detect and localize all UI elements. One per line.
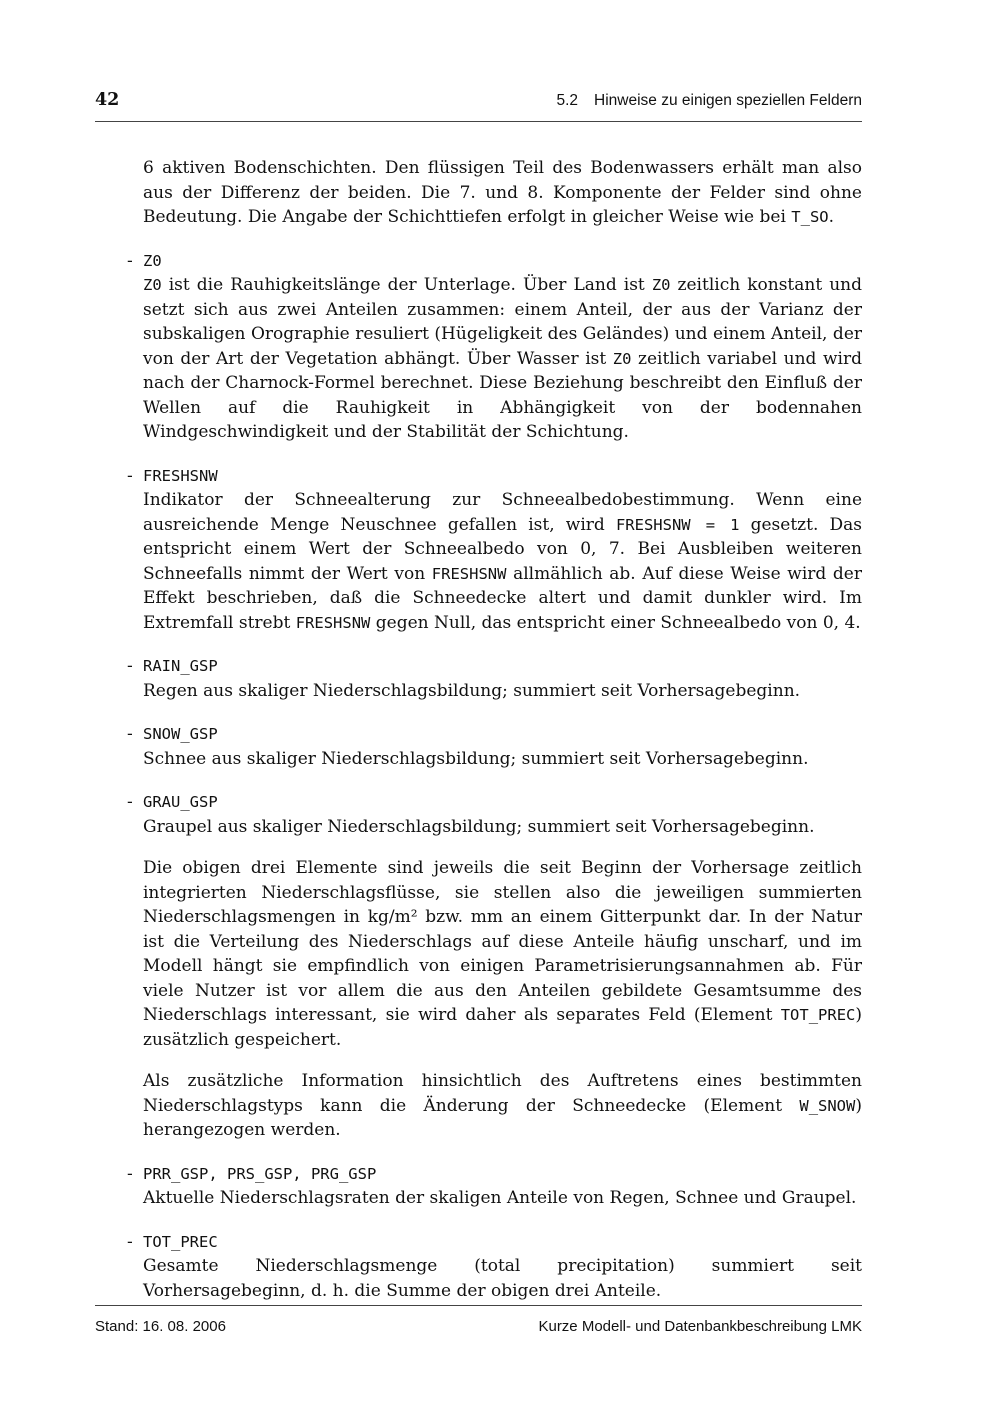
item-body: [143, 747, 862, 772]
item-paragraph: Graupel aus skaliger Niederschlagsbildung; summiert seit Vorhersagebeginn.: [143, 816, 815, 837]
page-number: 42: [95, 90, 120, 110]
item-term-row: [127, 464, 862, 489]
item-marker: -: [127, 1231, 133, 1252]
item-marker: -: [127, 724, 133, 744]
inline-code: FRESHSNW = 1: [615, 515, 740, 534]
inline-code: FRESHSNW: [431, 564, 507, 583]
definition-item: [95, 722, 862, 771]
inline-code: TOT_PREC: [780, 1006, 856, 1024]
item-marker: -: [127, 1163, 133, 1184]
inline-code: T_SO: [791, 208, 829, 226]
definition-list: [95, 249, 862, 1304]
section-title: Hinweise zu einigen speziellen Feldern: [594, 92, 862, 109]
item-term-row: [127, 790, 862, 815]
definition-item: [95, 790, 862, 1143]
definition-item: [95, 1162, 862, 1211]
footer-document-title: Kurze Modell- und Datenbankbeschreibung LMK: [538, 1318, 862, 1335]
item-paragraph: Aktuelle Niederschlagsraten der skaligen Anteile von Regen, Schnee und Graupel.: [143, 1188, 857, 1208]
intro-paragraph: 6 aktiven Bodenschichten. Den flüssigen Teil des Bodenwassers erhält man also aus der Differenz der beiden. Die 7. und 8. Komponente der Felder sind ohne Bedeutung. Die Angabe der Schichttiefen erfolgt in gleicher Weise wie bei T_SO.: [143, 158, 862, 227]
item-term: PRR_GSP, PRS_GSP, PRG_GSP: [143, 1164, 377, 1183]
item-marker: -: [127, 250, 133, 271]
item-term-row: [127, 249, 862, 274]
definition-item: [95, 464, 862, 636]
footer-date: Stand: 16. 08. 2006: [95, 1318, 226, 1335]
inline-code: Z0: [651, 276, 671, 294]
item-term: GRAU_GSP: [143, 793, 218, 811]
item-term: FRESHSNW: [143, 466, 218, 485]
item-marker: -: [127, 656, 133, 676]
definition-item: [95, 1230, 862, 1304]
item-body: [143, 815, 862, 1143]
item-body: [143, 273, 862, 445]
item-term-row: [127, 1230, 862, 1255]
inline-code: Z0: [612, 349, 632, 368]
item-paragraph: Die obigen drei Elemente sind jeweils die seit Beginn der Vorhersage zeitlich integrierten Niederschlagsflüsse, sie stellen also die jeweiligen summierten Niederschlagsmengen in kg/m² bzw. mm an einem Gitterpunkt dar. In der Natur ist die Verteilung des Niederschlags auf diese Anteile häufig unscharf, und im Modell hängt sie empfindlich von einigen Parametrisierungsannahmen ab. Für viele Nutzer ist vor allem die aus den Anteilen gebildete Gesamtsumme des Niederschlags interessant, sie wird daher als separates Feld (Element TOT_PREC) zusätzlich gespeichert.: [143, 858, 862, 1050]
inline-code: Z0: [143, 276, 162, 294]
item-paragraph: Regen aus skaliger Niederschlagsbildung; summiert seit Vorhersagebeginn.: [143, 680, 801, 701]
item-term-row: [127, 654, 862, 679]
item-body: [143, 488, 862, 635]
item-term: TOT_PREC: [143, 1232, 218, 1251]
item-paragraph: Schnee aus skaliger Niederschlagsbildung; summiert seit Vorhersagebeginn.: [143, 748, 809, 769]
item-body: [143, 1254, 862, 1303]
definition-item: [95, 654, 862, 703]
page-content: [95, 156, 862, 1303]
page-header: [95, 88, 862, 122]
inline-code: FRESHSNW: [295, 613, 371, 632]
item-marker: -: [127, 792, 133, 812]
item-body: [143, 679, 862, 704]
item-paragraph: Als zusätzliche Information hinsichtlich des Auftretens eines bestimmten Niederschlagstyps kann die Änderung der Schneedecke (Element W_SNOW) herangezogen werden.: [143, 1071, 862, 1140]
running-section-header: [556, 89, 862, 114]
item-term: Z0: [143, 251, 162, 270]
item-paragraph: Gesamte Niederschlagsmenge (total precipitation) summiert seit Vorhersagebeginn, d. h. die Summe der obigen drei Anteile.: [143, 1256, 862, 1301]
section-number: 5.2: [556, 92, 579, 109]
inline-code: W_SNOW: [799, 1096, 856, 1115]
item-term-row: [127, 1162, 862, 1187]
page-footer: [95, 1305, 862, 1340]
item-term-row: [127, 722, 862, 747]
item-paragraph: Z0 ist die Rauhigkeitslänge der Unterlage. Über Land ist Z0 zeitlich konstant und setzt sich aus zwei Anteilen zusammen: einem Anteil, der aus der Varianz der subskaligen Orographie resuliert (Hügeligkeit des Geländes) und einem Anteil, der von der Art der Vegetation abhängt. Über Wasser ist Z0 zeitlich variabel und wird nach der Charnock-Formel berechnet. Diese Beziehung beschreibt den Einfluß der Wellen auf die Rauhigkeit in Abhängigkeit von der bodennahen Windgeschwindigkeit und der Stabilität der Schichtung.: [143, 275, 863, 442]
item-paragraph: Indikator der Schneealterung zur Schneealbedobestimmung. Wenn eine ausreichende Menge Neuschnee gefallen ist, wird FRESHSNW = 1 gesetzt. Das entspricht einem Wert der Schneealbedo von 0, 7. Bei Ausbleiben weiteren Schneefalls nimmt der Wert von FRESHSNW allmählich ab. Auf diese Weise wird der Effekt beschrieben, daß die Schneedecke altert und damit dunkler wird. Im Extremfall strebt FRESHSNW gegen Null, das entspricht einer Schneealbedo von 0, 4.: [143, 490, 863, 633]
item-body: [143, 1186, 862, 1211]
item-marker: -: [127, 465, 133, 486]
definition-item: [95, 249, 862, 445]
item-term: SNOW_GSP: [143, 725, 218, 743]
item-term: RAIN_GSP: [143, 657, 218, 675]
